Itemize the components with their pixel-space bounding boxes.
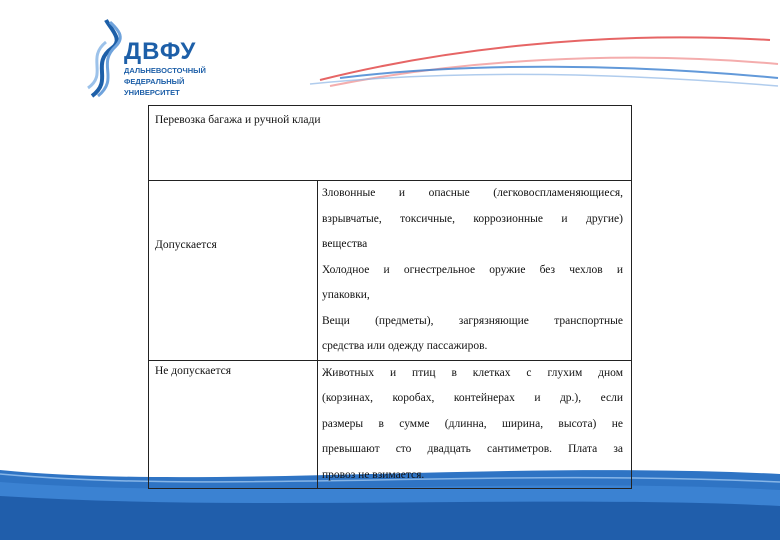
table-row <box>149 106 632 181</box>
text-line: средства или одежду пассажиров. <box>322 340 488 352</box>
not-allowed-label-cell <box>149 360 318 489</box>
table-title-cell <box>149 106 632 181</box>
not-allowed-items-cell <box>318 360 632 489</box>
table-row <box>149 360 632 489</box>
dna-helix-icon <box>84 18 124 98</box>
table-row <box>149 181 632 361</box>
logo-name: ДВФУ <box>124 38 197 65</box>
allowed-label-cell <box>149 181 318 361</box>
text-line: взрывчатые, токсичные, коррозионные и другие) <box>322 212 623 225</box>
not-allowed-label: Не допускается <box>155 364 232 377</box>
university-logo <box>84 18 214 98</box>
text-line: Вещи (предметы), загрязняющие транспортные <box>322 314 623 327</box>
text-line: размеры в сумме (длинна, ширина, высота) не <box>322 417 623 430</box>
text-line: Холодное и огнестрельное оружие без чехлов и <box>322 263 623 276</box>
logo-sub-line: УНИВЕРСИТЕТ <box>124 88 180 97</box>
text-line: превышают сто двадцать сантиметров. Плата за <box>322 443 623 455</box>
logo-sub-line: ДАЛЬНЕВОСТОЧНЫЙ <box>124 66 206 75</box>
top-wave-decoration <box>300 20 780 90</box>
text-line: провоз не взимается. <box>322 468 425 481</box>
text-line: (корзинах, коробах, контейнерах и др.), если <box>322 392 623 404</box>
text-line: вещества <box>322 238 368 250</box>
text-line: упаковки, <box>322 289 370 301</box>
allowed-label: Допускается <box>155 239 217 251</box>
table-title: Перевозка багажа и ручной клади <box>155 114 321 126</box>
text-line: Зловонные и опасные (легковоспламеняющиеся, <box>322 187 623 199</box>
logo-text <box>124 40 206 97</box>
baggage-rules-table <box>148 105 632 489</box>
text-line: Животных и птиц в клетках с глухим дном <box>322 366 623 379</box>
logo-sub-line: ФЕДЕРАЛЬНЫЙ <box>124 77 185 86</box>
allowed-items-cell <box>318 181 632 361</box>
